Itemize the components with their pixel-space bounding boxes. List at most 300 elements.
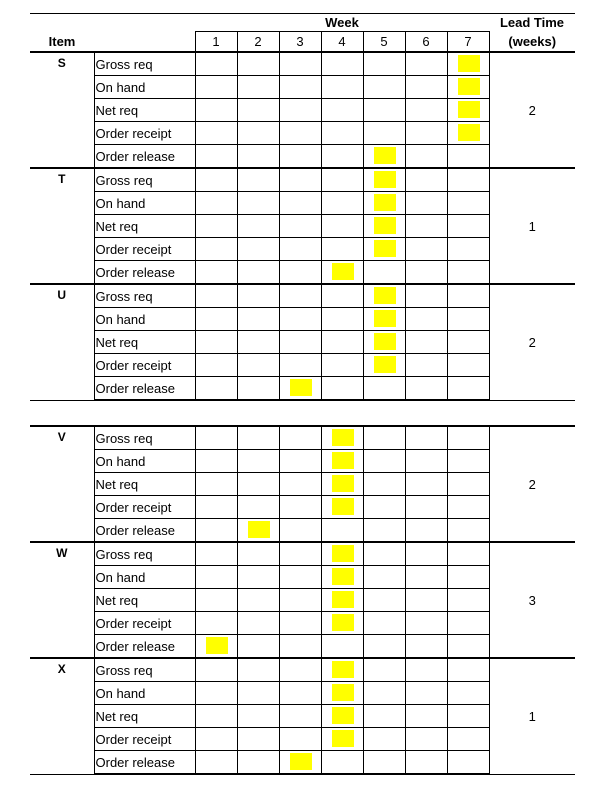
week-cell xyxy=(195,145,237,169)
highlight-mark xyxy=(332,568,354,585)
week-cell xyxy=(363,99,405,122)
week-cell xyxy=(363,542,405,566)
week-cell xyxy=(237,261,279,285)
week-cell xyxy=(447,99,489,122)
week-cell xyxy=(279,612,321,635)
row-label: Order receipt xyxy=(94,496,195,519)
week-cell xyxy=(279,215,321,238)
week-header: Week xyxy=(195,13,489,32)
week-cell xyxy=(363,450,405,473)
row-label: Net req xyxy=(94,99,195,122)
week-cell xyxy=(321,192,363,215)
week-cell xyxy=(279,426,321,450)
week-cell xyxy=(237,589,279,612)
week-cell xyxy=(321,566,363,589)
week-cell xyxy=(279,450,321,473)
week-cell xyxy=(321,52,363,76)
week-cell xyxy=(195,192,237,215)
lead-time-header: Lead Time xyxy=(499,14,565,30)
week-cell xyxy=(321,377,363,401)
week-cell xyxy=(195,99,237,122)
week-cell xyxy=(195,450,237,473)
week-cell xyxy=(321,635,363,659)
week-cell xyxy=(237,192,279,215)
week-cell xyxy=(279,76,321,99)
lead-time-value: 2 xyxy=(489,426,575,542)
week-cell xyxy=(279,682,321,705)
week-cell xyxy=(195,168,237,192)
week-cell xyxy=(195,308,237,331)
week-cell xyxy=(447,192,489,215)
row-label: Order release xyxy=(94,751,195,775)
row-label: On hand xyxy=(94,76,195,99)
week-cell xyxy=(405,145,447,169)
week-cell xyxy=(405,728,447,751)
week-cell xyxy=(279,566,321,589)
week-cell xyxy=(279,238,321,261)
week-cell xyxy=(447,122,489,145)
highlight-mark xyxy=(206,637,228,654)
row-label: Gross req xyxy=(94,168,195,192)
week-cell xyxy=(195,682,237,705)
week-cell xyxy=(237,308,279,331)
week-cell xyxy=(405,426,447,450)
week-cell xyxy=(363,238,405,261)
week-cell xyxy=(405,658,447,682)
row-label: Net req xyxy=(94,473,195,496)
week-cell xyxy=(447,52,489,76)
row-label: Net req xyxy=(94,215,195,238)
week-cell xyxy=(237,682,279,705)
week-cell xyxy=(363,52,405,76)
week-cell xyxy=(279,308,321,331)
week-cell xyxy=(321,496,363,519)
week-cell xyxy=(195,635,237,659)
item-name: V xyxy=(30,426,94,542)
row-label: Order release xyxy=(94,145,195,169)
week-number: 5 xyxy=(363,32,405,53)
week-cell xyxy=(405,168,447,192)
week-cell xyxy=(405,308,447,331)
highlight-mark xyxy=(290,379,312,396)
highlight-mark xyxy=(458,124,480,141)
week-cell xyxy=(195,728,237,751)
week-cell xyxy=(237,705,279,728)
lead-time-value: 3 xyxy=(489,542,575,658)
week-cell xyxy=(195,519,237,543)
week-cell xyxy=(237,284,279,308)
week-cell xyxy=(321,99,363,122)
week-cell xyxy=(447,682,489,705)
item-name: X xyxy=(30,658,94,774)
week-cell xyxy=(363,519,405,543)
week-cell xyxy=(195,612,237,635)
week-cell xyxy=(195,331,237,354)
week-cell xyxy=(321,354,363,377)
week-cell xyxy=(321,284,363,308)
week-cell xyxy=(237,426,279,450)
week-cell xyxy=(195,589,237,612)
week-cell xyxy=(447,450,489,473)
week-cell xyxy=(363,76,405,99)
week-cell xyxy=(279,168,321,192)
week-number: 7 xyxy=(447,32,489,53)
week-cell xyxy=(195,215,237,238)
week-cell xyxy=(447,728,489,751)
row-label: Gross req xyxy=(94,284,195,308)
week-cell xyxy=(447,426,489,450)
week-cell xyxy=(405,705,447,728)
week-cell xyxy=(405,215,447,238)
lead-time-unit: (weeks) xyxy=(489,32,575,53)
week-cell xyxy=(279,52,321,76)
week-cell xyxy=(321,331,363,354)
week-cell xyxy=(363,145,405,169)
row-label: On hand xyxy=(94,566,195,589)
week-cell xyxy=(363,658,405,682)
week-cell xyxy=(279,658,321,682)
week-cell xyxy=(279,284,321,308)
week-cell xyxy=(279,331,321,354)
week-cell xyxy=(405,238,447,261)
week-cell xyxy=(447,377,489,401)
highlight-mark xyxy=(458,78,480,95)
week-cell xyxy=(321,705,363,728)
week-cell xyxy=(195,496,237,519)
week-cell xyxy=(447,589,489,612)
week-cell xyxy=(237,52,279,76)
week-cell xyxy=(447,751,489,775)
week-cell xyxy=(321,658,363,682)
highlight-mark xyxy=(332,545,354,562)
row-label: Order release xyxy=(94,519,195,543)
week-cell xyxy=(237,612,279,635)
week-cell xyxy=(363,751,405,775)
week-cell xyxy=(195,473,237,496)
row-label: Gross req xyxy=(94,52,195,76)
week-cell xyxy=(405,99,447,122)
week-cell xyxy=(405,331,447,354)
row-label: On hand xyxy=(94,308,195,331)
row-label: Order release xyxy=(94,635,195,659)
week-cell xyxy=(363,589,405,612)
week-cell xyxy=(447,496,489,519)
week-cell xyxy=(405,192,447,215)
mrp-table-bottom xyxy=(30,425,575,775)
row-label: Net req xyxy=(94,331,195,354)
week-cell xyxy=(447,473,489,496)
week-cell xyxy=(279,519,321,543)
week-cell xyxy=(363,261,405,285)
week-cell xyxy=(405,76,447,99)
item-name: T xyxy=(30,168,94,284)
lead-time-value: 1 xyxy=(489,658,575,774)
row-label: Net req xyxy=(94,589,195,612)
week-cell xyxy=(195,566,237,589)
week-cell xyxy=(279,192,321,215)
row-label: Order receipt xyxy=(94,612,195,635)
row-label: Order receipt xyxy=(94,728,195,751)
week-cell xyxy=(321,589,363,612)
week-cell xyxy=(363,496,405,519)
highlight-mark xyxy=(332,498,354,515)
table-row xyxy=(30,542,575,566)
week-cell xyxy=(195,261,237,285)
week-cell xyxy=(405,473,447,496)
highlight-mark xyxy=(374,333,396,350)
week-cell xyxy=(447,284,489,308)
week-cell xyxy=(363,566,405,589)
row-label: Order receipt xyxy=(94,238,195,261)
week-cell xyxy=(405,682,447,705)
week-cell xyxy=(447,635,489,659)
highlight-mark xyxy=(374,240,396,257)
week-cell xyxy=(447,308,489,331)
row-label: Gross req xyxy=(94,542,195,566)
week-cell xyxy=(195,354,237,377)
row-label: On hand xyxy=(94,450,195,473)
week-cell xyxy=(279,99,321,122)
highlight-mark xyxy=(332,661,354,678)
week-cell xyxy=(447,354,489,377)
week-cell xyxy=(195,122,237,145)
highlight-mark xyxy=(458,101,480,118)
week-cell xyxy=(279,145,321,169)
week-cell xyxy=(405,377,447,401)
week-cell xyxy=(363,192,405,215)
week-cell xyxy=(363,284,405,308)
week-cell xyxy=(321,238,363,261)
week-cell xyxy=(363,728,405,751)
week-cell xyxy=(447,519,489,543)
week-cell xyxy=(237,496,279,519)
row-label: Order receipt xyxy=(94,354,195,377)
week-cell xyxy=(321,215,363,238)
week-cell xyxy=(237,99,279,122)
week-cell xyxy=(321,519,363,543)
week-cell xyxy=(195,284,237,308)
week-cell xyxy=(237,751,279,775)
week-cell xyxy=(447,168,489,192)
week-cell xyxy=(447,705,489,728)
item-name: W xyxy=(30,542,94,658)
week-cell xyxy=(321,76,363,99)
week-cell xyxy=(237,542,279,566)
week-cell xyxy=(237,215,279,238)
week-cell xyxy=(447,658,489,682)
week-cell xyxy=(363,308,405,331)
week-cell xyxy=(405,542,447,566)
lead-time-value: 2 xyxy=(489,52,575,168)
table-row xyxy=(30,168,575,192)
week-cell xyxy=(405,496,447,519)
highlight-mark xyxy=(290,753,312,770)
week-cell xyxy=(321,473,363,496)
week-cell xyxy=(237,145,279,169)
week-cell xyxy=(321,122,363,145)
week-cell xyxy=(237,238,279,261)
week-cell xyxy=(279,354,321,377)
row-label: On hand xyxy=(94,682,195,705)
week-cell xyxy=(279,542,321,566)
week-cell xyxy=(237,658,279,682)
week-cell xyxy=(195,751,237,775)
week-cell xyxy=(195,238,237,261)
week-cell xyxy=(237,331,279,354)
week-number: 1 xyxy=(195,32,237,53)
week-cell xyxy=(447,261,489,285)
week-cell xyxy=(405,566,447,589)
week-cell xyxy=(237,450,279,473)
blank-header xyxy=(94,13,195,32)
week-cell xyxy=(237,728,279,751)
week-cell xyxy=(363,426,405,450)
highlight-mark xyxy=(458,55,480,72)
week-cell xyxy=(321,261,363,285)
week-cell xyxy=(363,612,405,635)
week-cell xyxy=(405,589,447,612)
week-cell xyxy=(195,705,237,728)
highlight-mark xyxy=(332,263,354,280)
week-cell xyxy=(405,284,447,308)
highlight-mark xyxy=(332,591,354,608)
week-cell xyxy=(363,705,405,728)
week-cell xyxy=(363,168,405,192)
week-cell xyxy=(237,122,279,145)
week-cell xyxy=(279,473,321,496)
week-cell xyxy=(237,377,279,401)
week-cell xyxy=(363,331,405,354)
row-label: Order receipt xyxy=(94,122,195,145)
row-label: On hand xyxy=(94,192,195,215)
lead-time-value: 1 xyxy=(489,168,575,284)
week-cell xyxy=(447,331,489,354)
week-cell xyxy=(321,168,363,192)
week-cell xyxy=(321,612,363,635)
week-cell xyxy=(195,426,237,450)
week-cell xyxy=(405,635,447,659)
highlight-mark xyxy=(332,475,354,492)
highlight-mark xyxy=(248,521,270,538)
week-cell xyxy=(237,473,279,496)
row-label: Order release xyxy=(94,377,195,401)
highlight-mark xyxy=(374,217,396,234)
table-row xyxy=(30,52,575,76)
week-number: 2 xyxy=(237,32,279,53)
highlight-mark xyxy=(332,684,354,701)
week-cell xyxy=(195,658,237,682)
week-cell xyxy=(321,728,363,751)
week-cell xyxy=(405,751,447,775)
row-label: Net req xyxy=(94,705,195,728)
week-cell xyxy=(237,635,279,659)
highlight-mark xyxy=(374,171,396,188)
week-cell xyxy=(321,751,363,775)
week-number: 3 xyxy=(279,32,321,53)
week-cell xyxy=(279,496,321,519)
row-label: Gross req xyxy=(94,658,195,682)
highlight-mark xyxy=(332,452,354,469)
week-cell xyxy=(279,705,321,728)
week-cell xyxy=(405,519,447,543)
blank-header xyxy=(30,13,94,32)
week-cell xyxy=(279,122,321,145)
week-cell xyxy=(321,542,363,566)
week-cell xyxy=(405,450,447,473)
highlight-mark xyxy=(332,429,354,446)
table-row xyxy=(30,426,575,450)
week-cell xyxy=(405,612,447,635)
highlight-mark xyxy=(374,310,396,327)
week-cell xyxy=(195,542,237,566)
week-cell xyxy=(279,261,321,285)
week-cell xyxy=(195,377,237,401)
week-cell xyxy=(321,145,363,169)
week-cell xyxy=(447,566,489,589)
week-cell xyxy=(321,450,363,473)
item-name: S xyxy=(30,52,94,168)
week-cell xyxy=(279,728,321,751)
week-cell xyxy=(447,542,489,566)
week-cell xyxy=(321,682,363,705)
week-cell xyxy=(363,682,405,705)
blank-header xyxy=(94,32,195,53)
week-cell xyxy=(405,52,447,76)
week-cell xyxy=(237,354,279,377)
week-cell xyxy=(195,52,237,76)
week-cell xyxy=(237,168,279,192)
highlight-mark xyxy=(374,194,396,211)
highlight-mark xyxy=(332,707,354,724)
week-cell xyxy=(237,519,279,543)
week-cell xyxy=(447,145,489,169)
week-number: 4 xyxy=(321,32,363,53)
week-cell xyxy=(363,635,405,659)
item-name: U xyxy=(30,284,94,400)
week-cell xyxy=(405,354,447,377)
row-label: Order release xyxy=(94,261,195,285)
highlight-mark xyxy=(332,730,354,747)
row-label: Gross req xyxy=(94,426,195,450)
week-cell xyxy=(405,261,447,285)
week-cell xyxy=(447,76,489,99)
highlight-mark xyxy=(332,614,354,631)
mrp-table-top xyxy=(30,13,575,401)
item-header: Item xyxy=(48,33,76,49)
week-cell xyxy=(363,122,405,145)
week-cell xyxy=(195,76,237,99)
highlight-mark xyxy=(374,147,396,164)
week-cell xyxy=(405,122,447,145)
week-cell xyxy=(279,589,321,612)
week-cell xyxy=(237,566,279,589)
highlight-mark xyxy=(374,356,396,373)
week-cell xyxy=(279,635,321,659)
week-cell xyxy=(363,354,405,377)
table-row xyxy=(30,284,575,308)
week-cell xyxy=(363,377,405,401)
week-cell xyxy=(363,473,405,496)
week-cell xyxy=(279,377,321,401)
week-cell xyxy=(447,612,489,635)
lead-time-value: 2 xyxy=(489,284,575,400)
week-cell xyxy=(363,215,405,238)
week-cell xyxy=(237,76,279,99)
week-cell xyxy=(321,426,363,450)
week-number: 6 xyxy=(405,32,447,53)
week-cell xyxy=(321,308,363,331)
week-cell xyxy=(279,751,321,775)
